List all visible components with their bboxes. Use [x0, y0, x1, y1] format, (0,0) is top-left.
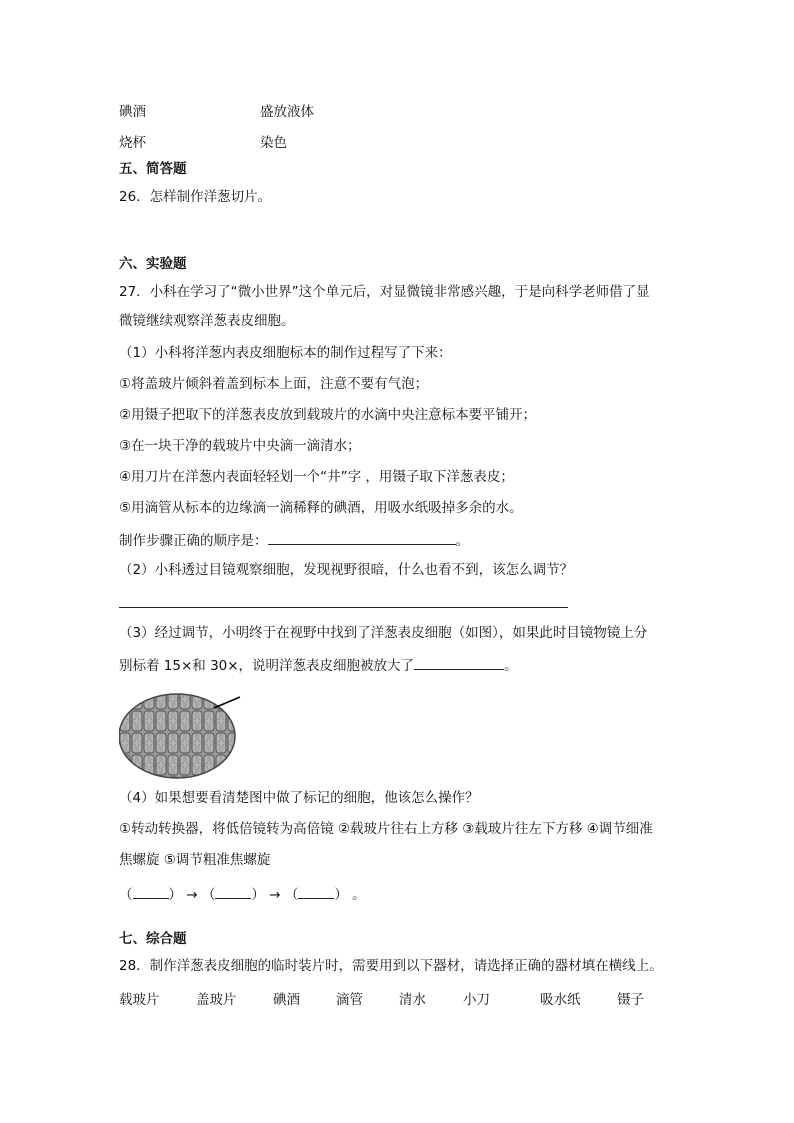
onion-cell-micrograph	[119, 688, 243, 780]
q27-part3-line2	[119, 655, 518, 675]
q27-step-5: ⑤用滴管从标本的边缘滴一滴稀释的碘酒，用吸水纸吸掉多余的水。	[119, 500, 523, 516]
q27-part4-answer-row	[119, 884, 366, 904]
q27-part3-line1: （3）经过调节，小明终于在视野中找到了洋葱表皮细胞（如图），如果此时目镜物镜上分	[119, 625, 648, 641]
q27-order-answer-blank[interactable]	[268, 530, 456, 545]
question-28: 28．制作洋葱表皮细胞的临时装片时，需要用到以下器材，请选择正确的器材填在横线上。	[119, 958, 663, 974]
q27-part3-text: 别标着 15×和 30×，说明洋葱表皮细胞被放大了	[119, 658, 415, 674]
q27-magnification-blank[interactable]	[414, 655, 504, 670]
paren-close-2: ）	[251, 887, 265, 903]
paren-open-1: （	[119, 887, 133, 903]
section-7-heading: 七、综合题	[119, 931, 187, 947]
q27-stem-line2: 微镜继续观察洋葱表皮细胞。	[119, 313, 295, 329]
q27-part4-options-line1: ①转动转换器，将低倍镜转为高倍镜 ②载玻片往右上方移 ③载玻片往左下方移 ④调节细准	[119, 821, 653, 837]
paren-close-3: ）	[334, 887, 348, 903]
q27-part2-answer-line[interactable]	[119, 607, 568, 608]
equipment-item: 碘酒	[273, 992, 300, 1008]
paren-close-1: ）	[168, 887, 182, 903]
q27-part1-intro: （1）小科将洋葱内表皮细胞标本的制作过程写了下来：	[119, 345, 452, 361]
answer-end: 。	[352, 887, 366, 903]
answer-blank-3[interactable]	[298, 884, 334, 899]
arrow-icon: →	[186, 887, 198, 903]
equipment-item: 吸水纸	[540, 992, 581, 1008]
paren-open-3: （	[284, 887, 299, 903]
section-6-heading: 六、实验题	[119, 256, 187, 272]
q27-step-1: ①将盖玻片倾斜着盖到标本上面，注意不要有气泡；	[119, 376, 429, 392]
equipment-item: 滴管	[336, 992, 363, 1008]
marker-arrow	[214, 697, 240, 708]
q27-order-line	[119, 530, 469, 550]
question-26: 26．怎样制作洋葱切片。	[119, 189, 272, 205]
q27-order-end: 。	[455, 533, 469, 549]
q27-step-2: ②用镊子把取下的洋葱表皮放到载玻片的水滴中央注意标本要平铺开；	[119, 407, 537, 423]
match-left-1: 碘酒	[119, 104, 146, 120]
q27-part4-options-line2: 焦螺旋 ⑤调节粗准焦螺旋	[119, 852, 271, 868]
q27-stem-line1: 27．小科在学习了“微小世界”这个单元后，对显微镜非常感兴趣，于是向科学老师借了显	[119, 284, 650, 300]
equipment-item: 镊子	[617, 992, 644, 1008]
match-left-2: 烧杯	[119, 135, 146, 151]
section-5-heading: 五、简答题	[119, 161, 187, 177]
equipment-item: 清水	[399, 992, 426, 1008]
equipment-item: 载玻片	[119, 992, 160, 1008]
q27-part3-end: 。	[504, 658, 518, 674]
equipment-item: 盖玻片	[196, 992, 237, 1008]
answer-blank-2[interactable]	[215, 884, 251, 899]
arrow-icon: →	[269, 887, 281, 903]
match-right-1: 盛放液体	[260, 104, 314, 120]
paren-open-2: （	[201, 887, 216, 903]
q27-step-3: ③在一块干净的载玻片中央滴一滴清水；	[119, 438, 361, 454]
q27-order-prompt: 制作步骤正确的顺序是：	[119, 533, 268, 549]
equipment-item: 小刀	[463, 992, 490, 1008]
q27-part4-intro: （4）如果想要看清楚图中做了标记的细胞，他该怎么操作？	[119, 790, 479, 806]
q27-step-4: ④用刀片在洋葱内表面轻轻划一个“井”字 ，用镊子取下洋葱表皮；	[119, 469, 514, 485]
match-right-2: 染色	[260, 135, 287, 151]
q27-part2: （2）小科透过目镜观察细胞，发现视野很暗，什么也看不到，该怎么调节？	[119, 562, 574, 578]
answer-blank-1[interactable]	[133, 884, 169, 899]
